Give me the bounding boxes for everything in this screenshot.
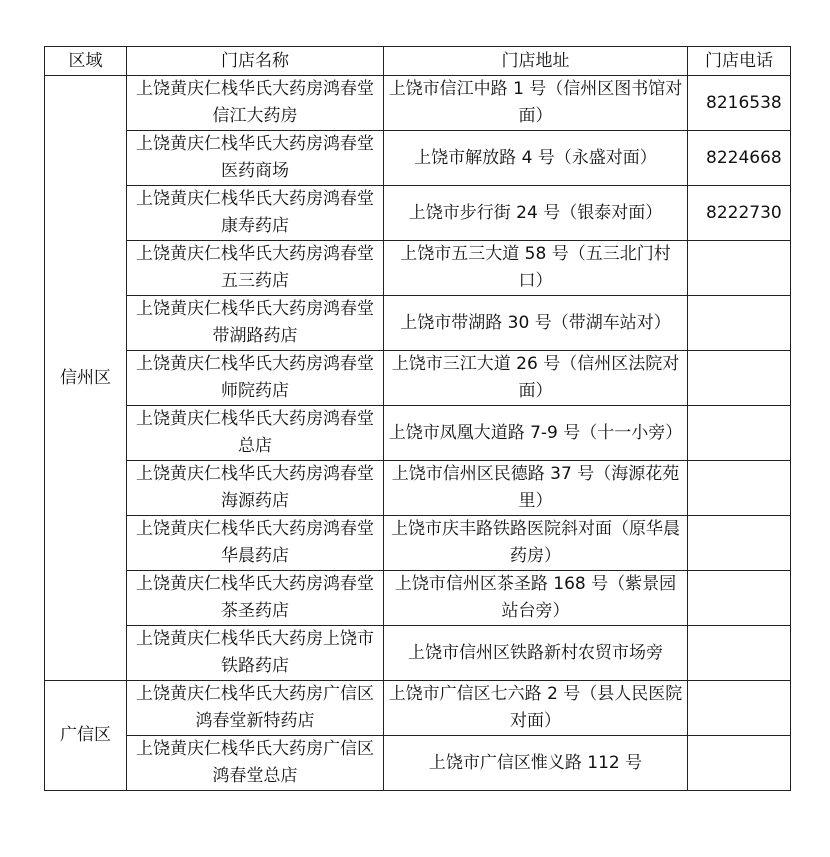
store-phone-cell xyxy=(688,571,791,626)
store-table-body xyxy=(45,76,791,791)
store-address-cell: 上饶市广信区惟义路 112 号 xyxy=(384,736,688,791)
table-row xyxy=(45,241,791,296)
store-name-cell: 上饶黄庆仁栈华氏大药房鸿春堂五三药店 xyxy=(127,241,384,296)
table-row xyxy=(45,76,791,131)
store-name-cell: 上饶黄庆仁栈华氏大药房广信区鸿春堂新特药店 xyxy=(127,681,384,736)
table-row xyxy=(45,406,791,461)
store-phone-cell: 8216538 xyxy=(688,76,791,131)
header-store-phone: 门店电话 xyxy=(688,47,791,76)
table-row xyxy=(45,131,791,186)
store-table xyxy=(44,46,791,791)
store-address-cell: 上饶市五三大道 58 号（五三北门村口） xyxy=(384,241,688,296)
store-name-cell: 上饶黄庆仁栈华氏大药房鸿春堂华晨药店 xyxy=(127,516,384,571)
header-region: 区域 xyxy=(45,47,127,76)
table-row xyxy=(45,626,791,681)
region-cell: 信州区 xyxy=(45,76,127,681)
store-phone-cell xyxy=(688,296,791,351)
store-name-cell: 上饶黄庆仁栈华氏大药房鸿春堂茶圣药店 xyxy=(127,571,384,626)
store-name-cell: 上饶黄庆仁栈华氏大药房上饶市铁路药店 xyxy=(127,626,384,681)
store-address-cell: 上饶市信州区铁路新村农贸市场旁 xyxy=(384,626,688,681)
store-address-cell: 上饶市广信区七六路 2 号（县人民医院对面） xyxy=(384,681,688,736)
store-phone-cell xyxy=(688,461,791,516)
store-address-cell: 上饶市信江中路 1 号（信州区图书馆对面） xyxy=(384,76,688,131)
store-phone-cell xyxy=(688,626,791,681)
store-address-cell: 上饶市信州区茶圣路 168 号（紫景园站台旁） xyxy=(384,571,688,626)
store-address-cell: 上饶市信州区民德路 37 号（海源花苑里） xyxy=(384,461,688,516)
store-phone-cell xyxy=(688,681,791,736)
header-store-address: 门店地址 xyxy=(384,47,688,76)
store-name-cell: 上饶黄庆仁栈华氏大药房鸿春堂康寿药店 xyxy=(127,186,384,241)
store-address-cell: 上饶市凤凰大道路 7-9 号（十一小旁） xyxy=(384,406,688,461)
table-row xyxy=(45,186,791,241)
store-name-cell: 上饶黄庆仁栈华氏大药房鸿春堂总店 xyxy=(127,406,384,461)
region-cell: 广信区 xyxy=(45,681,127,791)
store-address-cell: 上饶市带湖路 30 号（带湖车站对） xyxy=(384,296,688,351)
table-row xyxy=(45,296,791,351)
table-row xyxy=(45,736,791,791)
store-phone-cell xyxy=(688,406,791,461)
table-row xyxy=(45,351,791,406)
store-phone-cell xyxy=(688,736,791,791)
table-row xyxy=(45,461,791,516)
store-address-cell: 上饶市三江大道 26 号（信州区法院对面） xyxy=(384,351,688,406)
store-address-cell: 上饶市庆丰路铁路医院斜对面（原华晨药房） xyxy=(384,516,688,571)
table-row xyxy=(45,571,791,626)
store-table-container xyxy=(44,46,791,791)
store-name-cell: 上饶黄庆仁栈华氏大药房鸿春堂师院药店 xyxy=(127,351,384,406)
table-row xyxy=(45,516,791,571)
store-name-cell: 上饶黄庆仁栈华氏大药房鸿春堂信江大药房 xyxy=(127,76,384,131)
store-address-cell: 上饶市解放路 4 号（永盛对面） xyxy=(384,131,688,186)
store-phone-cell xyxy=(688,351,791,406)
store-name-cell: 上饶黄庆仁栈华氏大药房鸿春堂带湖路药店 xyxy=(127,296,384,351)
store-phone-cell: 8222730 xyxy=(688,186,791,241)
store-name-cell: 上饶黄庆仁栈华氏大药房鸿春堂海源药店 xyxy=(127,461,384,516)
store-name-cell: 上饶黄庆仁栈华氏大药房鸿春堂医药商场 xyxy=(127,131,384,186)
store-phone-cell xyxy=(688,241,791,296)
header-row xyxy=(45,47,791,76)
table-row xyxy=(45,681,791,736)
store-phone-cell: 8224668 xyxy=(688,131,791,186)
store-name-cell: 上饶黄庆仁栈华氏大药房广信区鸿春堂总店 xyxy=(127,736,384,791)
store-phone-cell xyxy=(688,516,791,571)
header-store-name: 门店名称 xyxy=(127,47,384,76)
store-address-cell: 上饶市步行街 24 号（银泰对面） xyxy=(384,186,688,241)
